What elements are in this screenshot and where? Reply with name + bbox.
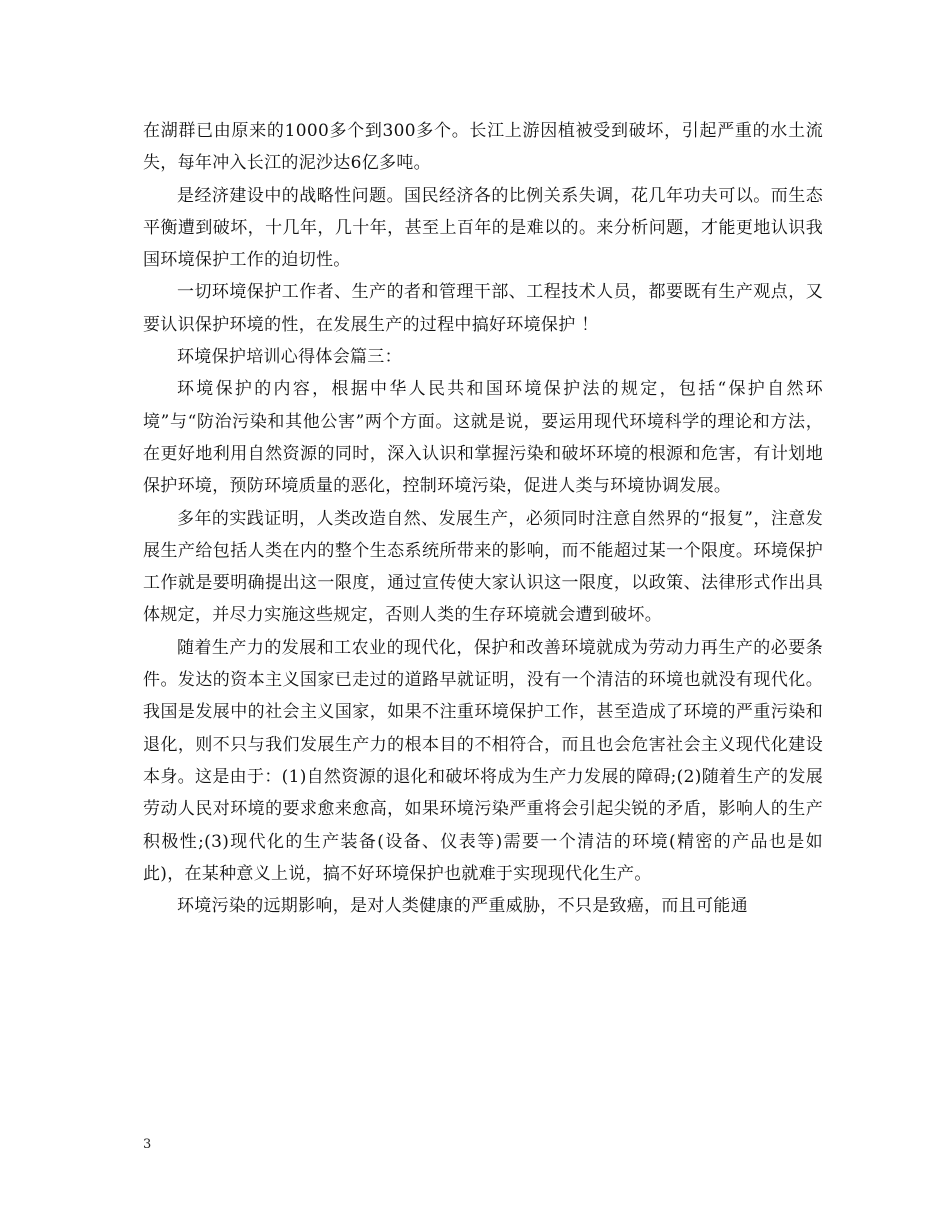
paragraph-7: 环境污染的远期影响，是对人类健康的严重威胁，不只是致癌，而且可能通 [177, 896, 748, 917]
paragraph-4: 环境保护的内容，根据中华人民共和国环境保护法的规定，包括“保护自然环境”与“防治污染和其他公害”两个方面。这就是说，要运用现代环境科学的理论和方法，在更好地利用自然资源的同时，深入认识和掌握污染和破坏环境的根源和危害，有计划地保护环境，预防环境质量的恶化，控制环境污染，促进人类与环境协调发展。 [143, 379, 823, 497]
paragraph-1: 在湖群已由原来的1000多个到300多个。长江上游因植被受到破坏，引起严重的水土流失，每年冲入长江的泥沙达6亿多吨。 [143, 121, 823, 174]
paragraph-2: 是经济建设中的战略性问题。国民经济各的比例关系失调，花几年功夫可以。而生态平衡遭到破坏，十几年，几十年，甚至上百年的是难以的。来分析问题，才能更地认识我国环境保护工作的迫切性。 [143, 185, 823, 271]
paragraph-6: 随着生产力的发展和工农业的现代化，保护和改善环境就成为劳动力再生产的必要条件。发达的资本主义国家已走过的道路早就证明，没有一个清洁的环境也就没有现代化。我国是发展中的社会主义国家，如果不注重环境保护工作，甚至造成了环境的严重污染和退化，则不只与我们发展生产力的根本目的不相符合，而且也会危害社会主义现代化建设本身。这是由于：(1)自然资源的退化和破坏将成为生产力发展的障碍;(2)随着生产的发展劳动人民对环境的要求愈来愈高，如果环境污染严重将会引起尖锐的矛盾，影响人的生产积极性;(3)现代化的生产装备(设备、仪表等)需要一个清洁的环境(精密的产品也是如此)，在某种意义上说，搞不好环境保护也就难于实现现代化生产。 [143, 637, 823, 884]
section-heading: 环境保护培训心得体会篇三： [177, 347, 402, 368]
document-body [143, 115, 823, 922]
paragraph-5: 多年的实践证明，人类改造自然、发展生产，必须同时注意自然界的“报复”，注意发展生产给包括人类在内的整个生态系统所带来的影响，而不能超过某一个限度。环境保护工作就是要明确提出这一限度，通过宣传使大家认识这一限度，以政策、法律形式作出具体规定，并尽力实施这些规定，否则人类的生存环境就会遭到破坏。 [143, 508, 823, 626]
paragraph-3: 一切环境保护工作者、生产的者和管理干部、工程技术人员，都要既有生产观点，又要认识保护环境的性，在发展生产的过程中搞好环境保护 ！ [143, 282, 823, 335]
page-number: 3 [143, 1137, 152, 1152]
